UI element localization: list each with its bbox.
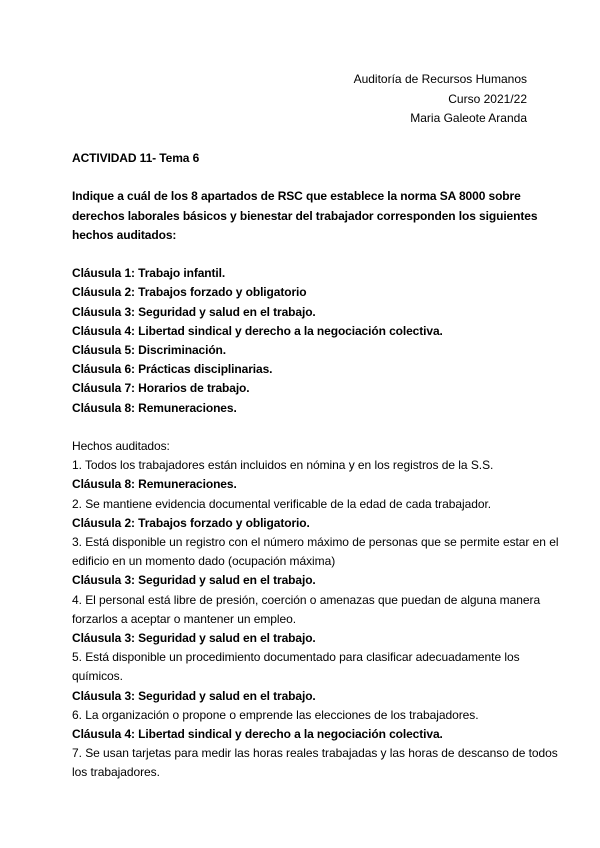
fact-answer: Cláusula 3: Seguridad y salud en el trabajo. — [72, 573, 316, 588]
instruction-line: Indique a cuál de los 8 apartados de RSC que establece la norma SA 8000 sobre — [72, 189, 521, 204]
course-year: Curso 2021/22 — [448, 91, 527, 106]
fact-text: los trabajadores. — [72, 765, 160, 780]
fact-item — [72, 706, 534, 744]
clause-item: Cláusula 8: Remuneraciones. — [72, 400, 237, 415]
document-body — [72, 149, 559, 783]
clause-list — [72, 264, 534, 418]
fact-answer: Cláusula 3: Seguridad y salud en el trabajo. — [72, 688, 316, 703]
instruction-line: derechos laborales básicos y bienestar del trabajador corresponden los siguientes — [72, 208, 538, 223]
fact-text: químicos. — [72, 669, 123, 684]
instruction-line: hechos auditados: — [72, 227, 177, 242]
activity-title: ACTIVIDAD 11- Tema 6 — [72, 151, 200, 165]
fact-text: 1. Todos los trabajadores están incluidos en nómina y en los registros de la S.S. — [72, 458, 494, 473]
fact-text: forzarlos a aceptar o mantener un empleo. — [72, 611, 297, 626]
fact-answer: Cláusula 4: Libertad sindical y derecho a la negociación colectiva. — [72, 727, 443, 742]
facts-list — [72, 456, 559, 782]
fact-answer: Cláusula 2: Trabajos forzado y obligatorio. — [72, 515, 310, 530]
fact-text: 6. La organización o propone o emprende las elecciones de los trabajadores. — [72, 707, 479, 722]
fact-text: 5. Está disponible un procedimiento documentado para clasificar adecuadamente los — [72, 650, 520, 665]
instruction-paragraph — [72, 187, 538, 245]
clause-item: Cláusula 7: Horarios de trabajo. — [72, 381, 250, 396]
fact-text: 4. El personal está libre de presión, coerción o amenazas que puedan de alguna manera — [72, 592, 541, 607]
fact-text: 7. Se usan tarjetas para medir las horas reales trabajadas y las horas de descanso de todos — [72, 746, 558, 761]
clause-item: Cláusula 5: Discriminación. — [72, 343, 227, 357]
fact-item — [72, 533, 559, 591]
clause-item: Cláusula 3: Seguridad y salud en el trabajo. — [72, 304, 316, 319]
fact-text: edificio en un momento dado (ocupación máxima) — [72, 554, 336, 569]
clause-item: Cláusula 4: Libertad sindical y derecho a la negociación colectiva. — [72, 323, 443, 338]
fact-item — [72, 495, 534, 533]
fact-item — [72, 648, 534, 706]
subject-name: Auditoría de Recursos Humanos — [353, 72, 527, 86]
clause-item: Cláusula 1: Trabajo infantil. — [72, 266, 226, 281]
fact-text: 2. Se mantiene evidencia documental verificable de la edad de cada trabajador. — [72, 496, 492, 511]
facts-heading: Hechos auditados: — [72, 439, 170, 453]
clause-item: Cláusula 6: Prácticas disciplinarias. — [72, 362, 273, 377]
clause-item: Cláusula 2: Trabajos forzado y obligatorio — [72, 285, 307, 300]
fact-text: 3. Está disponible un registro con el número máximo de personas que se permite estar en el — [72, 535, 559, 550]
fact-item — [72, 591, 541, 649]
fact-item — [72, 744, 558, 782]
author-name: Maria Galeote Aranda — [410, 111, 527, 125]
fact-answer: Cláusula 3: Seguridad y salud en el trabajo. — [72, 631, 316, 646]
fact-item — [72, 456, 534, 494]
fact-answer: Cláusula 8: Remuneraciones. — [72, 477, 237, 492]
document-header — [354, 70, 527, 129]
